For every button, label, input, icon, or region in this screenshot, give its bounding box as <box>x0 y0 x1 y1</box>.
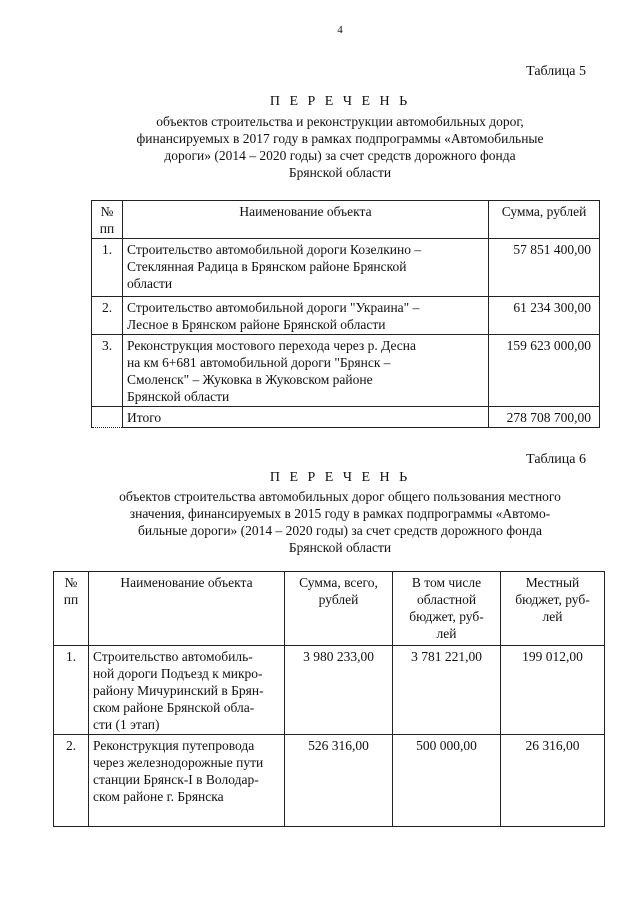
row-local-budget: 26 316,00 <box>501 735 605 827</box>
row-sum: 3 980 233,00 <box>285 646 393 735</box>
table5-header-sum: Сумма, рублей <box>489 201 600 239</box>
table5-subtitle-line: дороги» (2014 – 2020 годы) за счет средств дорожного фонда <box>164 148 516 163</box>
table-row <box>92 297 600 335</box>
table6-header-local: Местный бюджет, руб- лей <box>501 572 605 646</box>
table6-header-row <box>54 572 605 646</box>
row-sum: 526 316,00 <box>285 735 393 827</box>
row-sum: 61 234 300,00 <box>489 297 600 335</box>
table-row <box>54 735 605 827</box>
row-regional-budget: 3 781 221,00 <box>393 646 501 735</box>
row-sum: 57 851 400,00 <box>489 239 600 297</box>
table5-header-row <box>92 201 600 239</box>
total-label: Итого <box>123 407 489 428</box>
table6-header-name: Наименование объекта <box>89 572 285 646</box>
table6-subtitle <box>0 488 640 556</box>
total-empty-cell <box>92 407 123 428</box>
table-row <box>92 239 600 297</box>
row-object-name: Строительство автомобильной дороги Козелкино – Стеклянная Радица в Брянском районе Брянской области <box>123 239 489 297</box>
table5-subtitle-line: финансируемых в 2017 году в рамках подпрограммы «Автомобильные <box>136 131 544 146</box>
table6-header-sum: Сумма, всего, рублей <box>285 572 393 646</box>
table6-heading: П Е Р Е Ч Е Н Ь <box>269 470 411 485</box>
table5-header-num: № пп <box>92 201 123 239</box>
table5-header-name: Наименование объекта <box>123 201 489 239</box>
row-object-name: Реконструкция путепровода через железнодорожные пути станции Брянск-I в Володар- ском районе г. Брянска <box>89 735 285 827</box>
table6-subtitle-line: Брянской области <box>288 540 392 555</box>
row-object-name: Реконструкция мостового перехода через р. Десна на км 6+681 автомобильной дороги "Брянск – Смоленск" – Жуковка в Жуковском районе Брянской области <box>123 335 489 407</box>
row-number: 2. <box>92 297 123 335</box>
table6-label: Таблица 6 <box>526 452 586 467</box>
row-object-name: Строительство автомобиль- ной дороги Подъезд к микро- району Мичуринский в Брян- ском районе Брянской обла- сти (1 этап) <box>89 646 285 735</box>
row-object-name: Строительство автомобильной дороги "Украина" – Лесное в Брянском районе Брянской области <box>123 297 489 335</box>
table6 <box>53 571 605 827</box>
row-number: 2. <box>54 735 89 827</box>
table5-heading: П Е Р Е Ч Е Н Ь <box>269 94 411 109</box>
table6-subtitle-line: бильные дороги» (2014 – 2020 годы) за счет средств дорожного фонда <box>138 523 542 538</box>
row-number: 1. <box>92 239 123 297</box>
table6-subtitle-line: значения, финансируемых в 2015 году в рамках подпрограммы «Автомо- <box>129 506 551 521</box>
row-local-budget: 199 012,00 <box>501 646 605 735</box>
table5-subtitle <box>0 113 640 181</box>
table5-total-row <box>92 407 600 428</box>
table5-subtitle-line: объектов строительства и реконструкции автомобильных дорог, <box>156 114 524 129</box>
page-number: 4 <box>337 24 343 36</box>
row-number: 1. <box>54 646 89 735</box>
table-row <box>54 646 605 735</box>
table6-header-num: № пп <box>54 572 89 646</box>
total-sum: 278 708 700,00 <box>489 407 600 428</box>
row-sum: 159 623 000,00 <box>489 335 600 407</box>
table-row <box>92 335 600 407</box>
table5 <box>91 200 600 428</box>
table5-label: Таблица 5 <box>526 64 586 79</box>
row-regional-budget: 500 000,00 <box>393 735 501 827</box>
table5-subtitle-line: Брянской области <box>288 165 392 180</box>
row-number: 3. <box>92 335 123 407</box>
table6-header-regional: В том числе областной бюджет, руб- лей <box>393 572 501 646</box>
table6-subtitle-line: объектов строительства автомобильных дорог общего пользования местного <box>119 489 561 504</box>
